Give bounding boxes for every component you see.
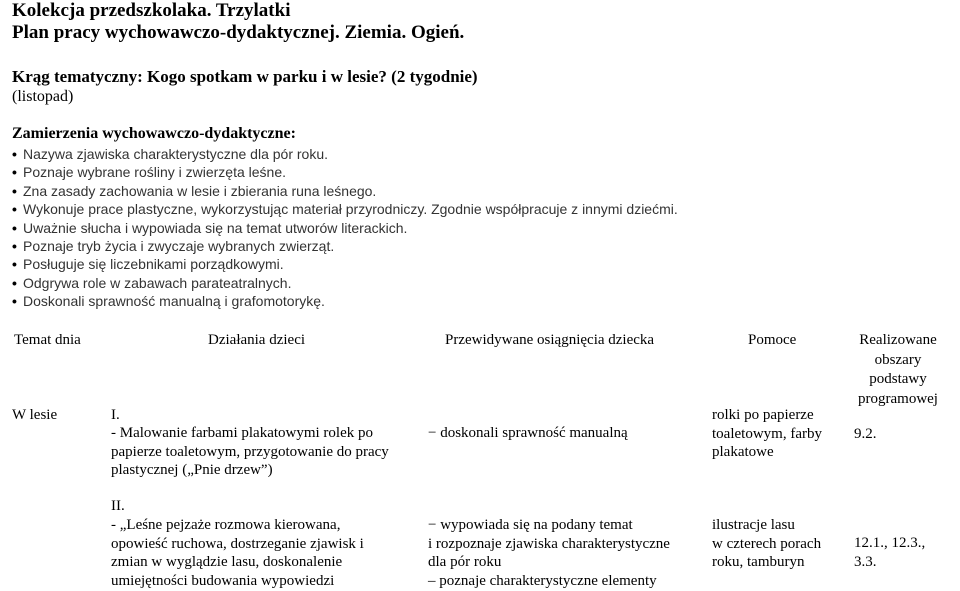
document-title-line1: Kolekcja przedszkolaka. Trzylatki [12, 0, 291, 21]
aims-heading: Zamierzenia wychowawczo-dydaktyczne: [12, 125, 296, 142]
aids-text: ilustracje lasu w czterech porach roku, tamburyn [712, 517, 822, 570]
outcome-text: − doskonali sprawność manualną [428, 425, 628, 441]
list-item: • Poznaje tryb życia i zwyczaje wybranych zwierząt. [12, 237, 335, 254]
activity-text: - „Leśne pejzaże rozmowa kierowana, opowieść ruchowa, dostrzeganie zjawisk i zmian w wyglądzie lasu, doskonalenie umiejętności budowania wypowiedzi [111, 517, 364, 589]
block-numeral: II. [111, 498, 125, 514]
list-item: • Odgrywa role w zabawach parateatralnych. [12, 274, 292, 291]
list-item: • Doskonali sprawność manualną i grafomotorykę. [12, 293, 325, 310]
block-numeral: I. [111, 407, 120, 423]
bullet-icon: • [12, 164, 17, 181]
list-item: • Wykonuje prace plastyczne, wykorzystując materiał przyrodniczy. Zgodnie współpracuje z innymi dziećmi. [12, 201, 678, 218]
document-title-line2: Plan pracy wychowawczo-dydaktycznej. Ziemia. Ogień. [12, 22, 465, 43]
column-header-aids: Pomoce [748, 332, 797, 348]
bullet-icon: • [12, 237, 17, 254]
bullet-icon: • [12, 201, 17, 218]
areas-code: 9.2. [854, 426, 877, 442]
list-item: • Posługuje się liczebnikami porządkowymi. [12, 256, 284, 273]
thematic-circle: Krąg tematyczny: Kogo spotkam w parku i w lesie? (2 tygodnie) [12, 67, 478, 86]
bullet-icon: • [12, 274, 17, 291]
bullet-icon: • [12, 219, 17, 236]
column-header-activities: Działania dzieci [208, 332, 306, 348]
activity-text: - Malowanie farbami plakatowymi rolek po papierze toaletowym, przygotowanie do pracy plastycznej („Pnie drzew”) [111, 425, 389, 478]
aims-list [12, 145, 678, 311]
bullet-icon: • [12, 256, 17, 273]
day-topic: W lesie [12, 407, 58, 423]
column-header-topic: Temat dnia [14, 332, 81, 348]
list-item: • Uważnie słucha i wypowiada się na temat utworów literackich. [12, 219, 408, 236]
list-item: • Poznaje wybrane rośliny i zwierzęta leśne. [12, 164, 287, 181]
aids-text: rolki po papierze toaletowym, farby plakatowe [712, 407, 822, 460]
list-item: • Nazywa zjawiska charakterystyczne dla pór roku. [12, 146, 329, 162]
column-header-areas: Realizowane obszary podstawy programowej [858, 332, 938, 407]
bullet-icon: • [12, 293, 17, 310]
list-item: • Zna zasady zachowania w lesie i zbierania runa leśnego. [12, 182, 377, 199]
areas-code: 12.1., 12.3., 3.3. [854, 535, 926, 570]
month-label: (listopad) [12, 88, 74, 105]
outcome-text: − wypowiada się na podany temat i rozpoznaje zjawiska charakterystyczne dla pór roku – poznaje charakterystyczne elementy [428, 517, 670, 589]
column-header-outcomes: Przewidywane osiągnięcia dziecka [445, 332, 655, 348]
bullet-icon: • [12, 182, 17, 199]
bullet-icon: • [12, 146, 17, 162]
